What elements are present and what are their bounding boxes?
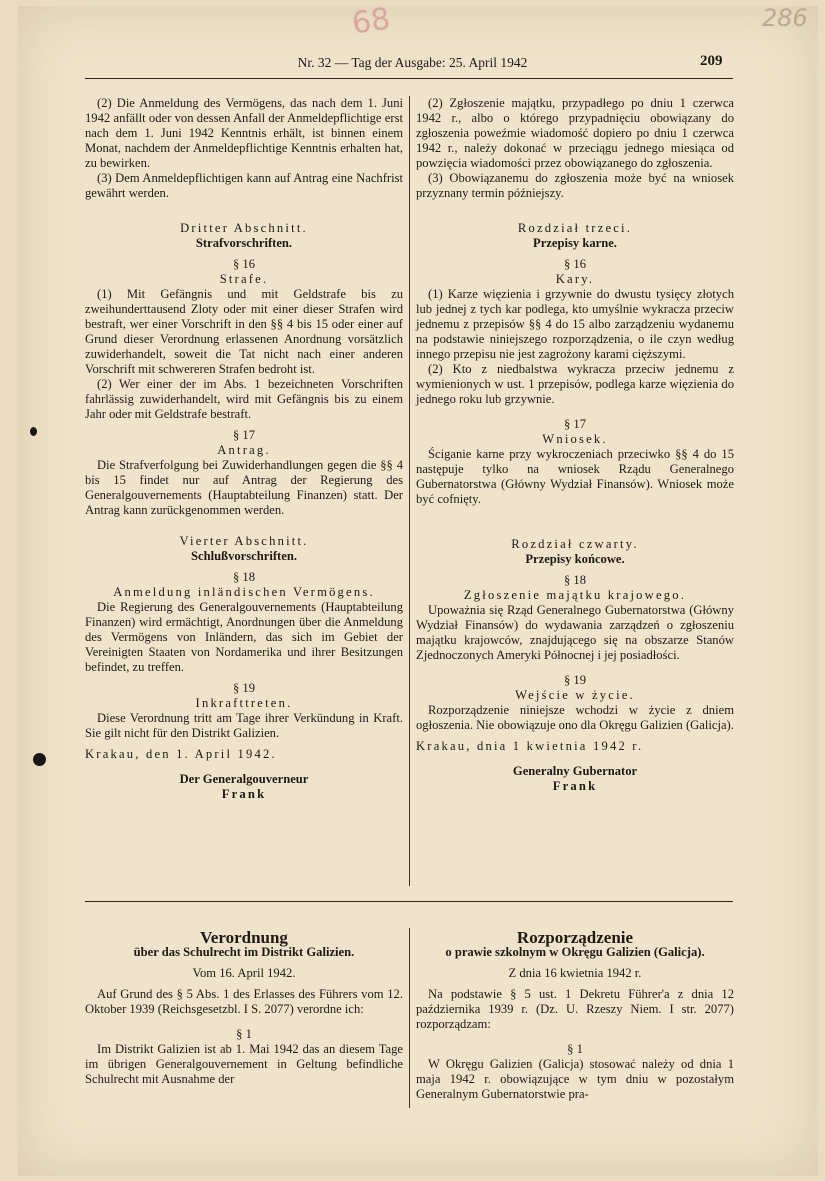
paragraph-number: § 19 [563, 673, 587, 687]
paragraph: (2) Kto z niedbalstwa wykracza przeciw jednemu z wymienionych w ust. 1 przepisów, podlega karze więzienia do jednego roku lub grzywnie. [416, 362, 734, 406]
signer-name: Frank [221, 787, 267, 801]
paragraph-title: Strafe. [219, 272, 269, 286]
ordinance-title: Verordnung [200, 928, 288, 947]
paragraph-number: § 16 [232, 257, 256, 271]
signer-title: Der Generalgouverneur [179, 772, 309, 786]
paragraph: Ściganie karne przy wykroczeniach przeciwko §§ 4 do 15 następuje tylko na wniosek Rządu Generalnego Gubernatorstwa (Główny Wydział Finansów). Wniosek może być cofnięty. [416, 447, 734, 506]
paragraph-title: Inkrafttreten. [195, 696, 293, 710]
paragraph-title: Kary. [555, 272, 595, 286]
preamble: Auf Grund des § 5 Abs. 1 des Erlasses des Führers vom 12. Oktober 1939 (Reichsgesetzbl. I S. 2077) verordne ich: [85, 987, 403, 1016]
paragraph: (2) Zgłoszenie majątku, przypadłego po dniu 1 czerwca 1942 r., albo o którego przypadnięciu obowiązany do zgłoszenia poweźmie wiadomość dopiero po dniu 1 czerwca 1942 r., należy dokonać w przeciągu jednego miesiąca od powzięcia wiadomości przez obowiązanego do zgłoszenia. [416, 96, 734, 170]
section-separator-rule [85, 901, 733, 902]
polish-column-bottom [416, 930, 734, 1102]
binding-hole-mark [30, 427, 37, 436]
paragraph: Im Distrikt Galizien ist ab 1. Mai 1942 das an diesem Tage im übrigen Generalgouvernement in Geltung befindliche Schulrecht mit Ausnahme der [85, 1042, 403, 1086]
header-rule [85, 78, 733, 79]
paragraph: (1) Karze więzienia i grzywnie do dwustu tysięcy złotych lub jednej z tych kar podlega, kto umyślnie wykracza przeciw jednemu z przepisów §§ 4 do 15 albo zarządzeniu wydanemu na podstawie niniejszego rozporządzenia, o ile czyn według innego przepisu nie jest zagrożony karami cięższymi. [416, 287, 734, 361]
paragraph-number: § 1 [567, 1042, 583, 1056]
paragraph-title: Zgłoszenie majątku krajowego. [463, 588, 687, 602]
section-title: Przepisy karne. [533, 236, 617, 250]
paragraph: (3) Obowiązanemu do zgłoszenia może być na wniosek przyznany termin późniejszy. [416, 171, 734, 200]
paragraph-title: Anmeldung inländischen Vermögens. [113, 585, 375, 599]
column-divider-top [409, 96, 410, 886]
signer-title: Generalny Gubernator [512, 764, 638, 778]
ordinance-title: Rozporządzenie [516, 928, 634, 947]
paragraph: Die Regierung des Generalgouvernements (Hauptabteilung Finanzen) wird ermächtigt, Anordnungen über die Anmeldung des Vermögens von Inländern, das sich im Gebiet der Vereinigten Staaten von Nordamerika und ihrer Besitzungen befindet, zu treffen. [85, 600, 403, 674]
polish-column-top [416, 96, 734, 794]
ordinance-subtitle: über das Schulrecht im Distrikt Galizien. [133, 945, 355, 959]
page-header [0, 53, 825, 77]
pencil-note: 286 [762, 4, 808, 32]
column-divider-bottom [409, 928, 410, 1108]
paragraph-number: § 17 [232, 428, 256, 442]
paragraph-number: § 17 [563, 417, 587, 431]
ordinance-date: Vom 16. April 1942. [192, 966, 296, 980]
section-title: Schlußvorschriften. [190, 549, 297, 563]
paragraph: Die Strafverfolgung bei Zuwiderhandlungen gegen die §§ 4 bis 15 findet nur auf Antrag der Regierung des Generalgouvernements (Hauptabteilung Finanzen) statt. Der Antrag kann zurückgenommen werden. [85, 458, 403, 517]
paragraph: Diese Verordnung tritt am Tage ihrer Verkündung in Kraft. Sie gilt nicht für den Distrikt Galizien. [85, 711, 403, 740]
paragraph-title: Wejście w życie. [515, 688, 635, 702]
ordinance-subtitle: o prawie szkolnym w Okręgu Galizien (Galicja). [445, 945, 705, 959]
paragraph: (1) Mit Gefängnis und mit Geldstrafe bis zu zweihunderttausend Zloty oder mit einer dieser Strafen wird bestraft, wer einer Vorschrift in den §§ 4 bis 15 oder einer auf Grund dieser Verordnung erlassenen Anordnung vorsätzlich zuwiderhandelt, soweit die Tat nicht nach einer anderen Vorschrift mit schwereren Strafen bedroht ist. [85, 287, 403, 376]
preamble: Na podstawie § 5 ust. 1 Dekretu Führer'a z dnia 12 października 1939 r. (Dz. U. Rzeszy Niem. I str. 2077) rozporządzam: [416, 987, 734, 1031]
paragraph-number: § 1 [236, 1027, 252, 1041]
paragraph: (2) Wer einer der im Abs. 1 bezeichneten Vorschriften fahrlässig zuwiderhandelt, wird mit Gefängnis bis zu einem Jahr oder mit Geldstrafe bestraft. [85, 377, 403, 421]
paragraph-title: Wniosek. [542, 432, 608, 446]
paragraph-number: § 18 [563, 573, 587, 587]
page-number: 209 [700, 53, 723, 69]
paragraph: (3) Dem Anmeldepflichtigen kann auf Antrag eine Nachfrist gewährt werden. [85, 171, 403, 200]
paragraph-number: § 16 [563, 257, 587, 271]
section-heading: Vierter Abschnitt. [179, 534, 309, 548]
german-column-top [85, 96, 403, 802]
paragraph-title: Antrag. [217, 443, 271, 457]
header-text: Nr. 32 — Tag der Ausgabe: 25. April 1942 [297, 55, 528, 70]
binding-hole-mark [33, 753, 46, 766]
paragraph: W Okręgu Galizien (Galicja) stosować należy od dnia 1 maja 1942 r. obowiązujące w tym dniu w pozostałym Generalnym Gubernatorstwie pra- [416, 1057, 734, 1101]
german-column-bottom [85, 930, 403, 1087]
paragraph: (2) Die Anmeldung des Vermögens, das nach dem 1. Juni 1942 anfällt oder von dessen Anfall der Anmeldepflichtige erst nach dem 1. Juni 1942 Kenntnis erhält, ist binnen einem Monat, nachdem der Anmeldepflichtige Kenntnis erhalten hat, zu bewirken. [85, 96, 403, 170]
signer-name: Frank [552, 779, 598, 793]
place-date: Krakau, den 1. April 1942. [85, 747, 277, 761]
ordinance-date: Z dnia 16 kwietnia 1942 r. [508, 966, 642, 980]
paragraph: Upoważnia się Rząd Generalnego Gubernatorstwa (Główny Wydział Finansów) do wydawania zarządzeń o zgłoszeniu majątku krajowców, znajdującego się na obszarze Stanów Zjednoczonych Ameryki Północnej i jej posiadłości. [416, 603, 734, 662]
section-title: Strafvorschriften. [195, 236, 293, 250]
section-title: Przepisy końcowe. [525, 552, 625, 566]
section-heading: Rozdział trzeci. [517, 221, 633, 235]
section-heading: Rozdział czwarty. [511, 537, 639, 551]
paragraph-number: § 19 [232, 681, 256, 695]
paragraph: Rozporządzenie niniejsze wchodzi w życie z dniem ogłoszenia. Nie obowiązuje ono dla Okręgu Galizien (Galicja). [416, 703, 734, 732]
place-date: Krakau, dnia 1 kwietnia 1942 r. [416, 739, 644, 753]
section-heading: Dritter Abschnitt. [180, 221, 308, 235]
paragraph-number: § 18 [232, 570, 256, 584]
stamp-note: 68 [349, 1, 393, 42]
